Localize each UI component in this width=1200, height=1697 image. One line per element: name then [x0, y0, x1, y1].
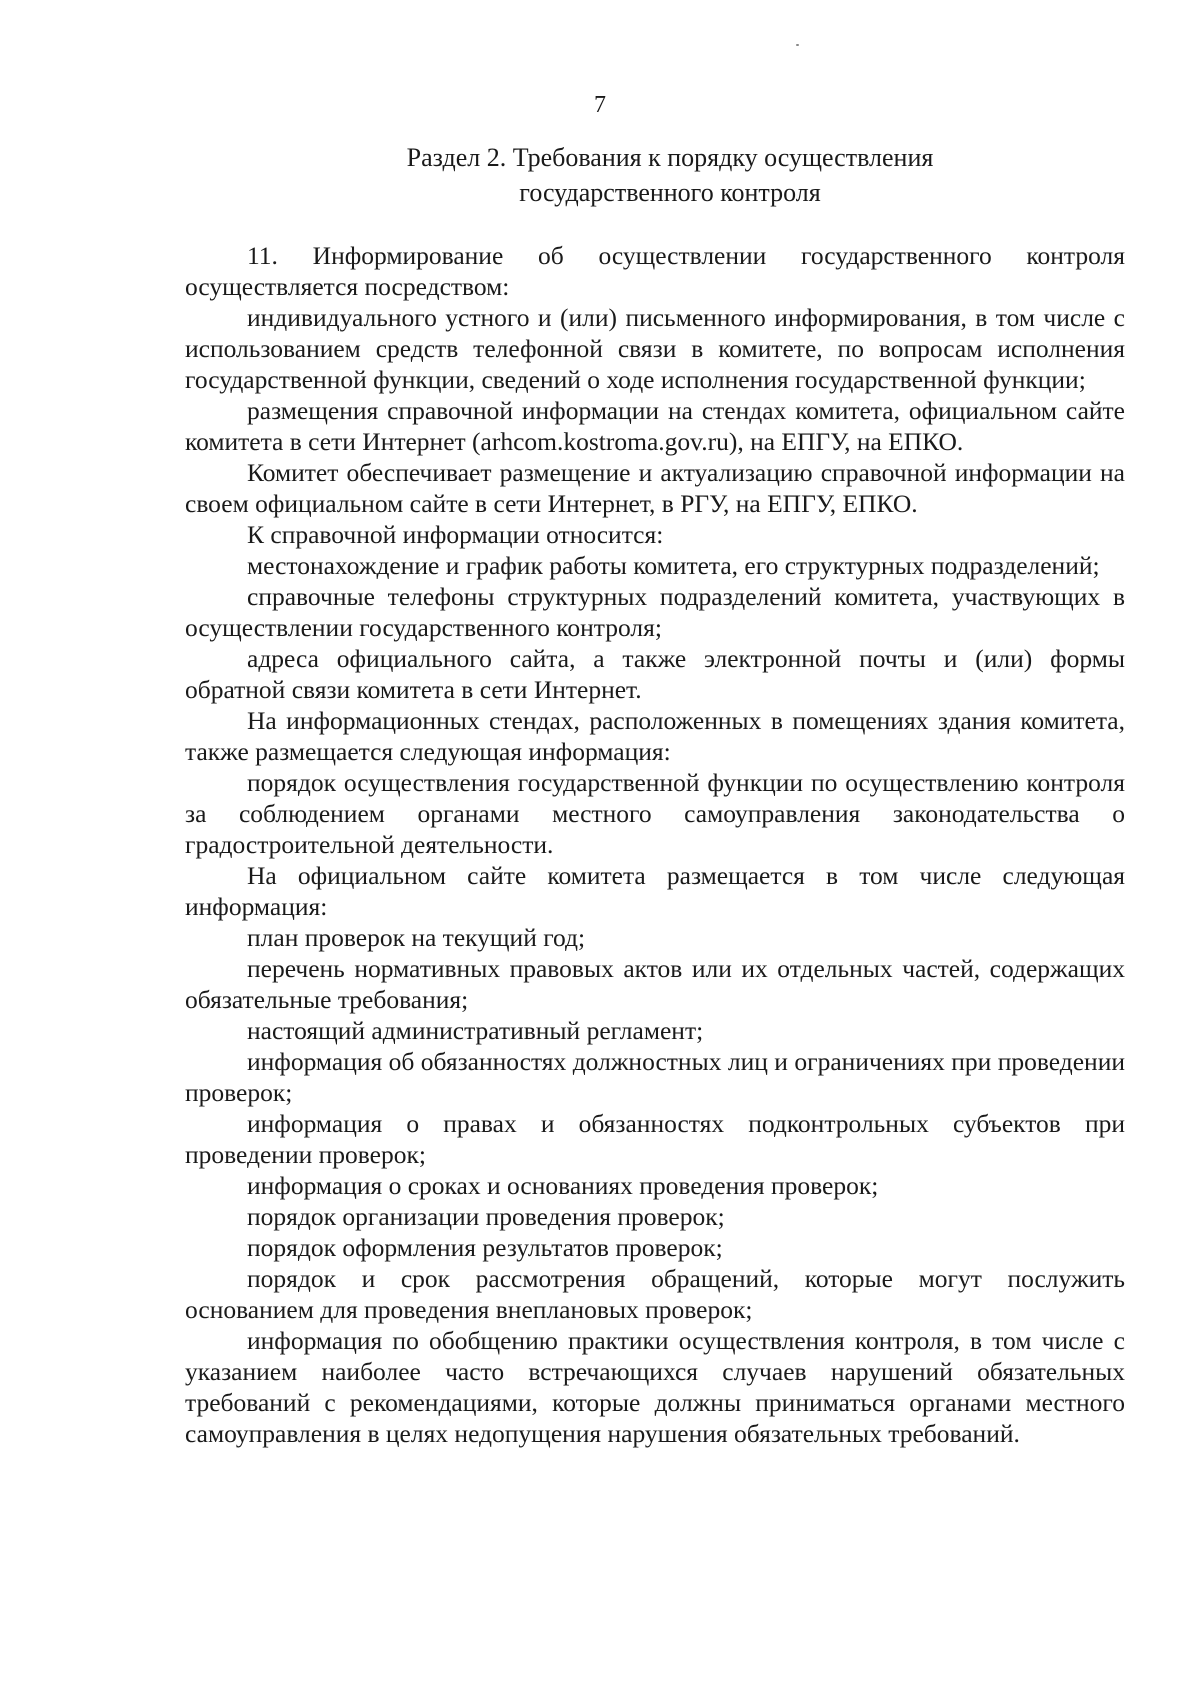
paragraph-12: план проверок на текущий год; — [247, 923, 586, 952]
paragraph-15: информация об обязанностях должностных лиц и ограничениях при проведении проверок; — [185, 1047, 1125, 1107]
paragraph-16: информация о правах и обязанностях подконтрольных субъектов при проведении проверок; — [185, 1109, 1125, 1169]
paragraph-19: порядок оформления результатов проверок; — [247, 1233, 723, 1262]
section-title-line-1: Раздел 2. Требования к порядку осуществления — [406, 143, 934, 172]
paragraph-20: порядок и срок рассмотрения обращений, которые могут послужить основанием для проведения внеплановых проверок; — [185, 1264, 1125, 1324]
paragraph-18: порядок организации проведения проверок; — [247, 1202, 725, 1231]
paragraph-21: информация по обобщению практики осуществления контроля, в том числе с указанием наиболее часто встречающихся случаев нарушений обязательных требований с рекомендациями, которые должны приниматься органами местного самоуправления в целях недопущения нарушения обязательных требований. — [185, 1326, 1125, 1448]
scan-speck — [796, 44, 799, 46]
paragraph-10: порядок осуществления государственной функции по осуществлению контроля за соблюдением органами местного самоуправления законодательства о градостроительной деятельности. — [185, 768, 1125, 859]
paragraph-1: 11. Информирование об осуществлении государственного контроля осуществляется посредством: — [185, 241, 1125, 301]
paragraph-6: местонахождение и график работы комитета, его структурных подразделений; — [247, 551, 1100, 580]
page-number: 7 — [594, 92, 606, 118]
paragraph-2: индивидуального устного и (или) письменного информирования, в том числе с использованием средств телефонной связи в комитете, по вопросам исполнения государственной функции, сведений о ходе исполнения государственной функции; — [185, 303, 1125, 394]
paragraph-11: На официальном сайте комитета размещается в том числе следующая информация: — [185, 861, 1125, 921]
paragraph-8: адреса официального сайта, а также электронной почты и (или) формы обратной связи комитета в сети Интернет. — [185, 644, 1125, 704]
paragraph-13: перечень нормативных правовых актов или их отдельных частей, содержащих обязательные требования; — [185, 954, 1125, 1014]
paragraph-14: настоящий административный регламент; — [247, 1016, 704, 1045]
paragraph-4: Комитет обеспечивает размещение и актуализацию справочной информации на своем официальном сайте в сети Интернет, в РГУ, на ЕПГУ, ЕПКО. — [185, 458, 1125, 518]
document-body — [185, 240, 1125, 1449]
section-title — [330, 140, 1010, 210]
paragraph-3: размещения справочной информации на стендах комитета, официальном сайте комитета в сети Интернет (arhcom.kostroma.gov.ru), на ЕПГУ, на ЕПКО. — [185, 396, 1125, 456]
paragraph-9: На информационных стендах, расположенных в помещениях здания комитета, также размещается следующая информация: — [185, 706, 1125, 766]
section-title-line-2: государственного контроля — [519, 178, 821, 207]
paragraph-17: информация о сроках и основаниях проведения проверок; — [247, 1171, 879, 1200]
paragraph-5: К справочной информации относится: — [247, 520, 664, 549]
paragraph-7: справочные телефоны структурных подразделений комитета, участвующих в осуществлении государственного контроля; — [185, 582, 1125, 642]
